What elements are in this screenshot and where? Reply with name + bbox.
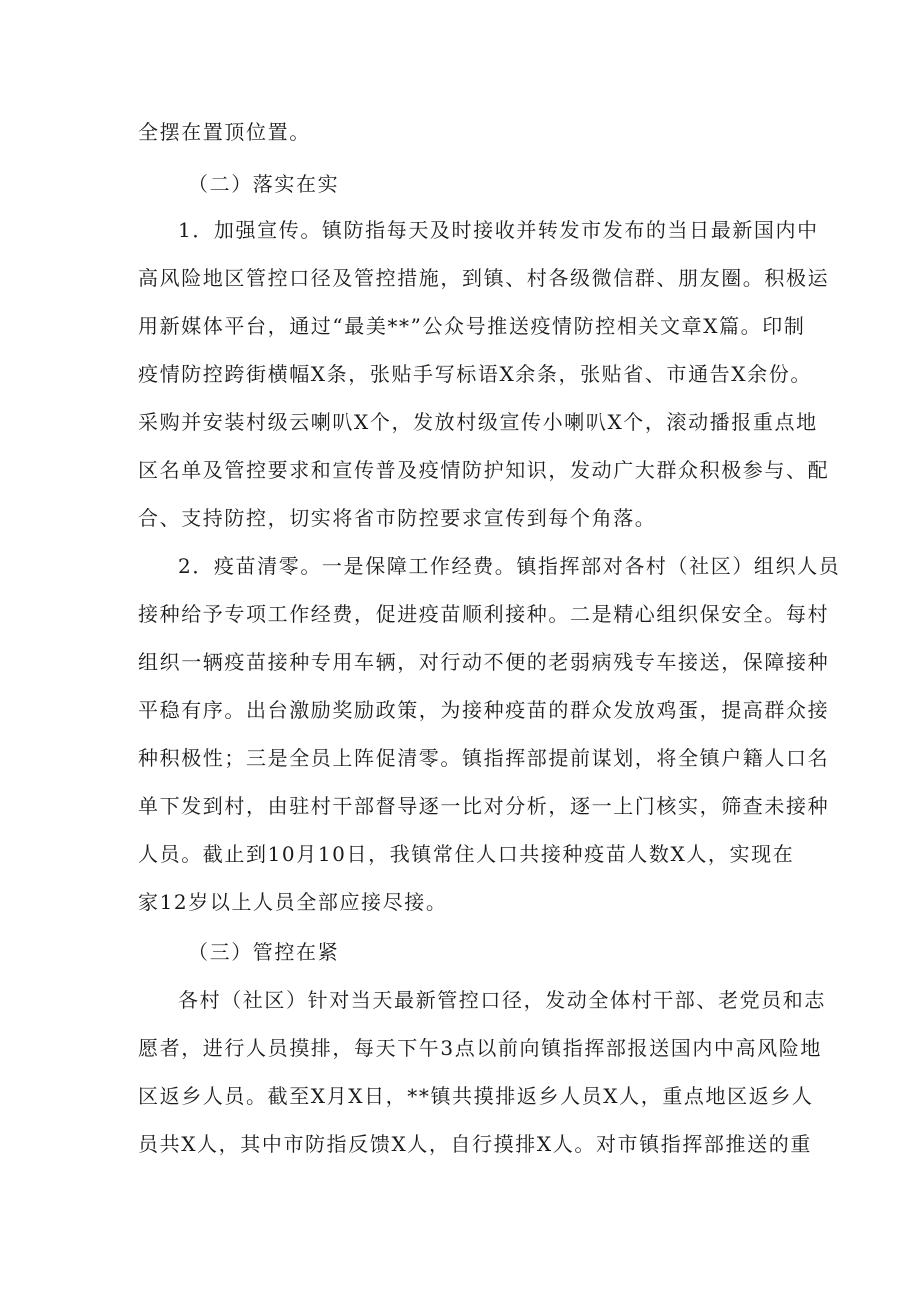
paragraph-line: 采购并安装村级云喇叭X个，发放村级宣传小喇叭X个，滚动播报重点地 xyxy=(138,410,818,434)
paragraph-line: 家12岁以上人员全部应接尽接。 xyxy=(138,890,448,914)
body-text-line: 全摆在置顶位置。 xyxy=(138,120,311,144)
paragraph-line: 1．加强宣传。镇防指每天及时接收并转发市发布的当日最新国内中 xyxy=(178,218,819,242)
paragraph-line: 2．疫苗清零。一是保障工作经费。镇指挥部对各村（社区）组织人员 xyxy=(178,554,841,578)
section-heading: （三）管控在紧 xyxy=(188,940,340,964)
paragraph-line: 愿者，进行人员摸排，每天下午3点以前向镇指挥部报送国内中高风险地 xyxy=(138,1036,822,1060)
paragraph-line: 疫情防控跨街横幅X条，张贴手写标语X余条，张贴省、市通告X余份。 xyxy=(138,362,812,386)
paragraph-line: 各村（社区）针对当天最新管控口径，发动全体村干部、老党员和志 xyxy=(178,988,826,1012)
paragraph-line: 单下发到村，由驻村干部督导逐一比对分析，逐一上门核实，筛查未接种 xyxy=(138,794,830,818)
paragraph-line: 种积极性；三是全员上阵促清零。镇指挥部提前谋划，将全镇户籍人口名 xyxy=(138,746,830,770)
paragraph-line: 人员。截止到10月10日，我镇常住人口共接种疫苗人数X人，实现在 xyxy=(138,842,795,866)
paragraph-line: 用新媒体平台，通过“最美**”公众号推送疫情防控相关文章X篇。印制 xyxy=(138,314,806,338)
paragraph-line: 合、支持防控，切实将省市防控要求宣传到每个角落。 xyxy=(138,506,657,530)
paragraph-line: 员共X人，其中市防指反馈X人，自行摸排X人。对市镇指挥部推送的重 xyxy=(138,1132,812,1156)
paragraph-line: 区返乡人员。截至X月X日，**镇共摸排返乡人员X人，重点地区返乡人 xyxy=(138,1084,814,1108)
paragraph-line: 组织一辆疫苗接种专用车辆，对行动不便的老弱病残专车接送，保障接种 xyxy=(138,650,830,674)
paragraph-line: 高风险地区管控口径及管控措施，到镇、村各级微信群、朋友圈。积极运 xyxy=(138,266,830,290)
paragraph-line: 平稳有序。出台激励奖励政策，为接种疫苗的群众发放鸡蛋，提高群众接 xyxy=(138,698,830,722)
paragraph-line: 区名单及管控要求和宣传普及疫情防护知识，发动广大群众积极参与、配 xyxy=(138,458,830,482)
section-heading: （二）落实在实 xyxy=(188,172,340,196)
paragraph-line: 接种给予专项工作经费，促进疫苗顺利接种。二是精心组织保安全。每村 xyxy=(138,602,830,626)
